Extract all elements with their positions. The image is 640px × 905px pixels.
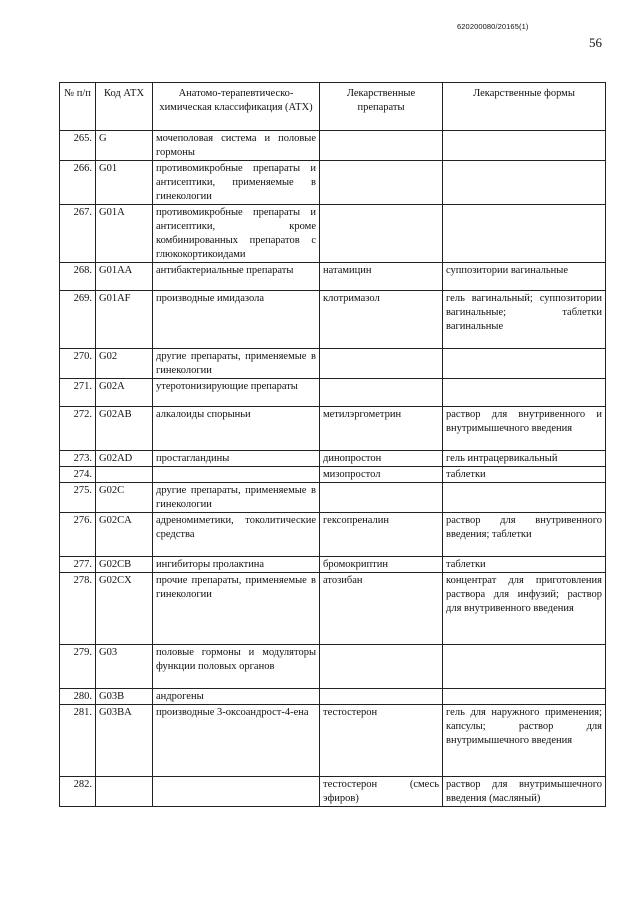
- column-header-atc-classification: Анатомо-терапевтическо-химическая классификация (АТХ): [153, 83, 320, 131]
- atc-classification: [153, 467, 320, 483]
- row-number: 275.: [60, 483, 96, 513]
- dosage-forms: концентрат для приготовления раствора для инфузий; раствор для внутривенного введения: [443, 573, 606, 645]
- dosage-forms: [443, 205, 606, 263]
- atc-code: G02CX: [96, 573, 153, 645]
- row-number: 276.: [60, 513, 96, 557]
- row-number: 277.: [60, 557, 96, 573]
- row-number: 272.: [60, 407, 96, 451]
- atc-code: G03B: [96, 689, 153, 705]
- atc-classification: половые гормоны и модуляторы функции половых органов: [153, 645, 320, 689]
- column-header-number: № п/п: [60, 83, 96, 131]
- page-number: 56: [589, 35, 602, 50]
- drug-name: атозибан: [320, 573, 443, 645]
- row-number: 281.: [60, 705, 96, 777]
- table-row: [60, 513, 606, 557]
- row-number: 269.: [60, 291, 96, 349]
- row-number: 274.: [60, 467, 96, 483]
- dosage-forms: [443, 483, 606, 513]
- atc-classification: противомикробные препараты и антисептики, применяемые в гинекологии: [153, 161, 320, 205]
- row-number: 280.: [60, 689, 96, 705]
- atc-code: G01: [96, 161, 153, 205]
- drug-name: гексопреналин: [320, 513, 443, 557]
- atc-code: G02CB: [96, 557, 153, 573]
- drug-name: динопростон: [320, 451, 443, 467]
- drug-name: [320, 379, 443, 407]
- atc-code: G02AD: [96, 451, 153, 467]
- atc-code: [96, 467, 153, 483]
- dosage-forms: [443, 161, 606, 205]
- atc-code: G01A: [96, 205, 153, 263]
- atc-classification: простагландины: [153, 451, 320, 467]
- row-number: 266.: [60, 161, 96, 205]
- table-row: [60, 705, 606, 777]
- atc-code: G02A: [96, 379, 153, 407]
- column-header-dosage-forms: Лекарственные формы: [443, 83, 606, 131]
- table-body: [60, 131, 606, 807]
- drug-name: [320, 483, 443, 513]
- atc-code: G02: [96, 349, 153, 379]
- table-row: [60, 451, 606, 467]
- drug-name: натамицин: [320, 263, 443, 291]
- atc-classification: другие препараты, применяемые в гинекологии: [153, 349, 320, 379]
- row-number: 265.: [60, 131, 96, 161]
- table-row: [60, 645, 606, 689]
- dosage-forms: [443, 689, 606, 705]
- drug-name: [320, 161, 443, 205]
- dosage-forms: суппозитории вагинальные: [443, 263, 606, 291]
- column-header-drugs: Лекарственные препараты: [320, 83, 443, 131]
- atc-code: G01AF: [96, 291, 153, 349]
- atc-classification: [153, 777, 320, 807]
- dosage-forms: раствор для внутривенного и внутримышечного введения: [443, 407, 606, 451]
- atc-classification: мочеполовая система и половые гормоны: [153, 131, 320, 161]
- dosage-forms: [443, 349, 606, 379]
- row-number: 273.: [60, 451, 96, 467]
- row-number: 268.: [60, 263, 96, 291]
- drug-name: [320, 645, 443, 689]
- dosage-forms: гель для наружного применения; капсулы; раствор для внутримышечного введения: [443, 705, 606, 777]
- atc-code: G03BA: [96, 705, 153, 777]
- atc-classification: антибактериальные препараты: [153, 263, 320, 291]
- table-row: [60, 573, 606, 645]
- atc-classification: утеротонизирующие препараты: [153, 379, 320, 407]
- table-header-row: [60, 83, 606, 131]
- atc-code: [96, 777, 153, 807]
- table-row: [60, 407, 606, 451]
- drug-name: мизопростол: [320, 467, 443, 483]
- drug-name: тестостерон (смесь эфиров): [320, 777, 443, 807]
- dosage-forms: раствор для внутривенного введения; таблетки: [443, 513, 606, 557]
- row-number: 279.: [60, 645, 96, 689]
- dosage-forms: раствор для внутримышечного введения (масляный): [443, 777, 606, 807]
- atc-drug-table: [59, 82, 606, 807]
- dosage-forms: гель интрацервикальный: [443, 451, 606, 467]
- dosage-forms: [443, 645, 606, 689]
- atc-code: G03: [96, 645, 153, 689]
- atc-code: G02C: [96, 483, 153, 513]
- atc-classification: другие препараты, применяемые в гинекологии: [153, 483, 320, 513]
- dosage-forms: [443, 131, 606, 161]
- atc-classification: андрогены: [153, 689, 320, 705]
- document-id: 620200080/20165(1): [457, 22, 529, 31]
- row-number: 278.: [60, 573, 96, 645]
- drug-name: [320, 349, 443, 379]
- row-number: 267.: [60, 205, 96, 263]
- drug-name: [320, 131, 443, 161]
- dosage-forms: [443, 379, 606, 407]
- drug-name: клотримазол: [320, 291, 443, 349]
- drug-name: метилэргометрин: [320, 407, 443, 451]
- dosage-forms: таблетки: [443, 467, 606, 483]
- drug-name: тестостерон: [320, 705, 443, 777]
- column-header-atc-code: Код АТХ: [96, 83, 153, 131]
- atc-code: G02CA: [96, 513, 153, 557]
- drug-name: [320, 689, 443, 705]
- table-row: [60, 379, 606, 407]
- row-number: 282.: [60, 777, 96, 807]
- table-row: [60, 557, 606, 573]
- atc-code: G02AB: [96, 407, 153, 451]
- dosage-forms: гель вагинальный; суппозитории вагинальные; таблетки вагинальные: [443, 291, 606, 349]
- atc-classification: адреномиметики, токолитические средства: [153, 513, 320, 557]
- atc-code: G: [96, 131, 153, 161]
- table-row: [60, 483, 606, 513]
- table-row: [60, 291, 606, 349]
- atc-classification: прочие препараты, применяемые в гинекологии: [153, 573, 320, 645]
- dosage-forms: таблетки: [443, 557, 606, 573]
- table-row: [60, 263, 606, 291]
- drug-name: [320, 205, 443, 263]
- table-row: [60, 467, 606, 483]
- table-row: [60, 777, 606, 807]
- table-row: [60, 205, 606, 263]
- atc-classification: противомикробные препараты и антисептики, кроме комбинированных препаратов с глюкокортикоидами: [153, 205, 320, 263]
- atc-classification: производные 3-оксоандрост-4-ена: [153, 705, 320, 777]
- row-number: 270.: [60, 349, 96, 379]
- atc-classification: алкалоиды спорыньи: [153, 407, 320, 451]
- atc-classification: производные имидазола: [153, 291, 320, 349]
- row-number: 271.: [60, 379, 96, 407]
- table-row: [60, 349, 606, 379]
- table-row: [60, 161, 606, 205]
- drug-name: бромокриптин: [320, 557, 443, 573]
- table-row: [60, 689, 606, 705]
- atc-classification: ингибиторы пролактина: [153, 557, 320, 573]
- table-row: [60, 131, 606, 161]
- atc-code: G01AA: [96, 263, 153, 291]
